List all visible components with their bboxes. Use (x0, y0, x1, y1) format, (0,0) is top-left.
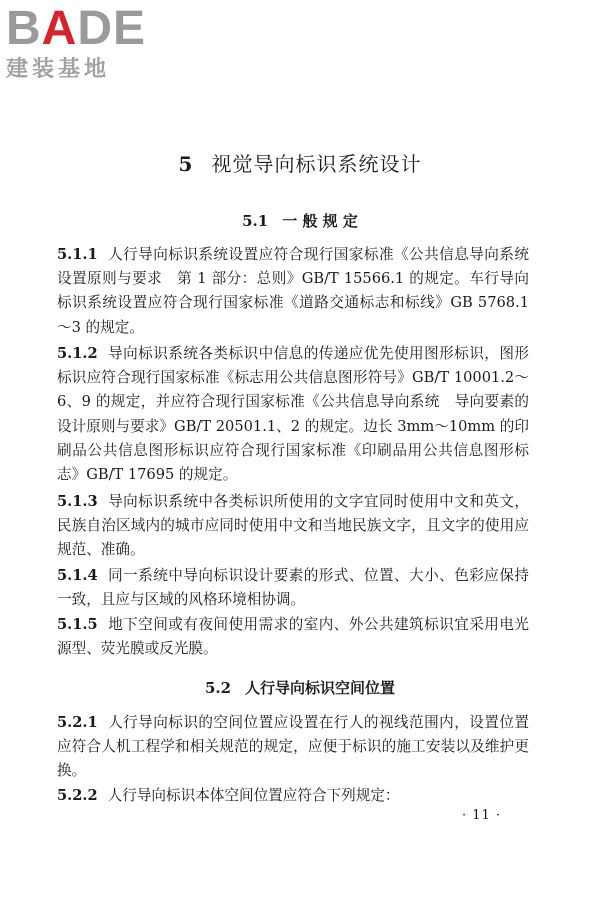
section-title: 人行导向标识空间位置 (245, 679, 396, 697)
clause-text: 人行导向标识的空间位置应设置在行人的视线范围内，设置位置应符合人机工程学和相关规范的规定，应便于标识的施工安装以及维护更换。 (57, 714, 529, 780)
clause-number: 5.2.1 (57, 714, 98, 731)
logo-subtitle: 建装基地 (6, 57, 111, 82)
section-number: 5.1 (242, 212, 269, 230)
logo-letter-b: B (6, 2, 42, 55)
chapter-heading (0, 148, 600, 177)
section-number: 5.2 (204, 679, 232, 697)
section-heading-5-1 (0, 210, 600, 231)
chapter-title: 视觉导向标识系统设计 (211, 152, 422, 176)
logo-letter-a: A (41, 2, 78, 55)
clause-5-1-5 (57, 613, 529, 661)
clause-text: 导向标识系统各类标识中信息的传递应优先使用图形标识，图形标识应符合现行国家标准《标志用公共信息图形符号》GB/T 10001.2～6、9 的规定，并应符合现行国家标准《公共信息导向系统 导向要素的设计原则与要求》GB/T 20501.1、2 的规定。边长 3mm～10mm 的印刷品公共信息图形标识应符合现行国家标准《印刷品用公共信息图形标志》GB/T 17695 的规定。 (57, 345, 529, 484)
logo-brand (6, 2, 176, 55)
clause-text: 同一系统中导向标识设计要素的形式、位置、大小、色彩应保持一致，且应与区域的风格环境相协调。 (57, 567, 529, 609)
clause-5-1-1 (57, 243, 544, 340)
logo-letters-de: DE (77, 2, 147, 55)
clause-5-2-1 (57, 711, 529, 784)
clause-number: 5.1.5 (57, 616, 98, 633)
clause-text: 地下空间或有夜间使用需求的室内、外公共建筑标识宜采用电光源型、荧光膜或反光膜。 (57, 616, 529, 658)
clause-number: 5.1.2 (57, 345, 98, 362)
clause-5-1-3 (57, 490, 529, 563)
bade-logo (6, 2, 176, 85)
chapter-number: 5 (178, 152, 194, 176)
section-title: 一 般 规 定 (282, 212, 358, 230)
section-heading-5-2 (0, 677, 600, 698)
clause-5-2-2 (57, 784, 529, 808)
clause-text: 人行导向标识系统设置应符合现行国家标准《公共信息导向系统 设置原则与要求 第 1 部分：总则》GB/T 15566.1 的规定。车行导向标识系统设置应符合现行国家标准《道路交通标志和标线》GB 5768.1～3 的规定。 (57, 246, 544, 336)
clause-number: 5.1.1 (57, 246, 98, 263)
clause-5-1-2 (57, 342, 529, 487)
page-number: · 11 · (462, 808, 502, 823)
clause-number: 5.1.4 (57, 567, 98, 584)
clause-text: 导向标识系统中各类标识所使用的文字宜同时使用中文和英文，民族自治区域内的城市应同时使用中文和当地民族文字，且文字的使用应规范、准确。 (57, 493, 529, 559)
clause-number: 5.1.3 (57, 493, 98, 510)
clause-5-1-4 (57, 564, 529, 612)
clause-number: 5.2.2 (57, 787, 98, 804)
clause-text: 人行导向标识本体空间位置应符合下列规定： (107, 787, 400, 804)
